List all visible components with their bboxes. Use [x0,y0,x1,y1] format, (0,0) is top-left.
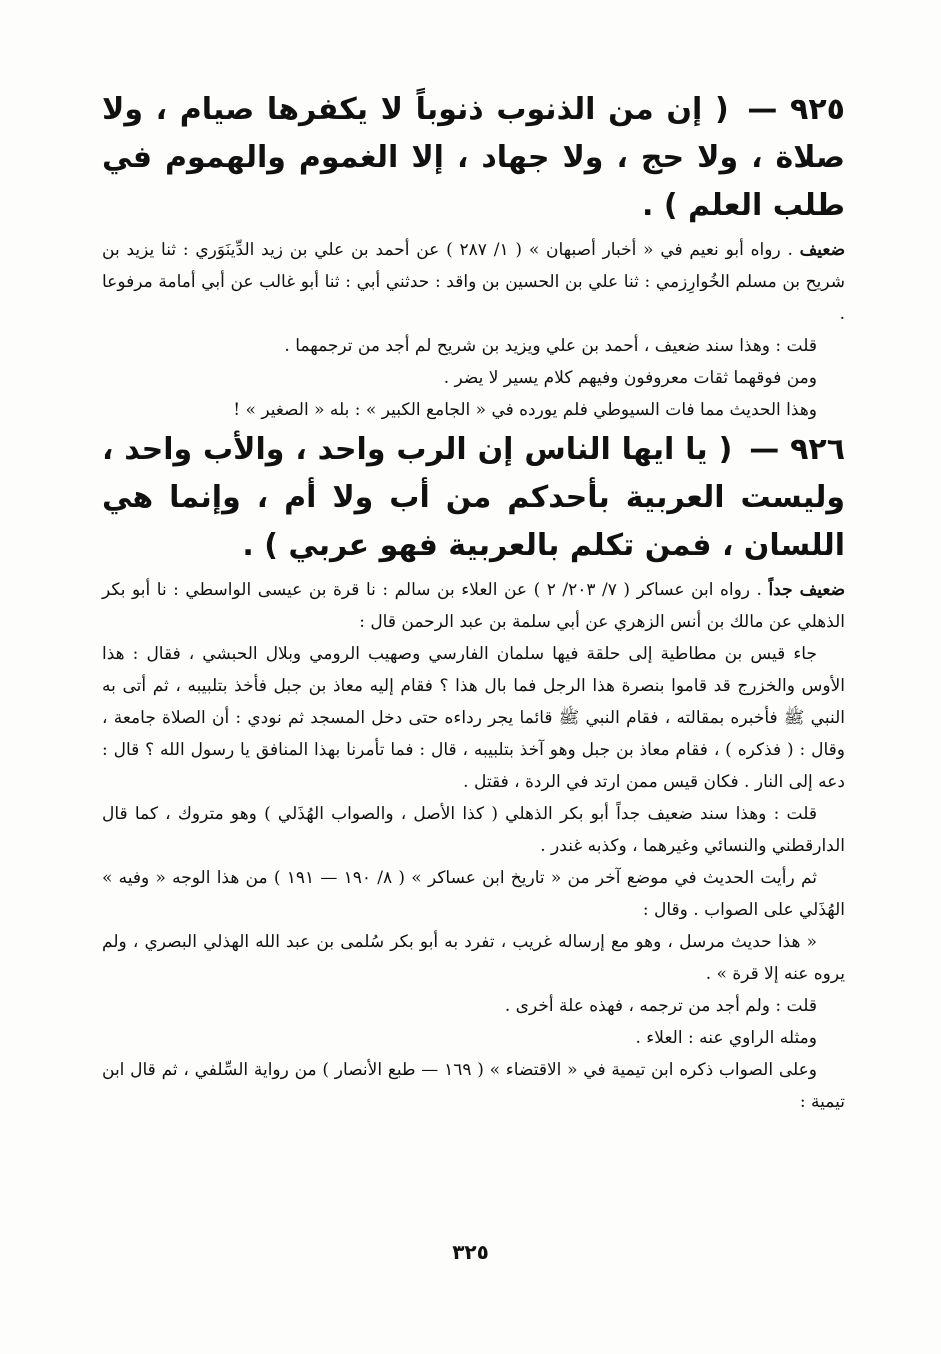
grade-label: ضعيف [799,240,846,260]
comment-paragraph: قلت : وهذا سند ضعيف ، أحمد بن علي ويزيد بن شريح لم أجد من ترجمهما . [284,336,817,356]
comment-paragraph: وهذا الحديث مما فات السيوطي فلم يورده في « الجامع الكبير » : بله « الصغير » ! [233,400,817,420]
page-number: ٣٢٥ [452,1240,489,1264]
quote-paragraph: « هذا حديث مرسل ، وهو مع إرساله غريب ، تفرد به أبو بكر سُلمى بن عبد الله الهذلي البصري ، ولم يروه عنه إلا قرة » . [102,932,845,984]
takhrij-925 [102,234,845,330]
comment-paragraph: وعلى الصواب ذكره ابن تيمية في « الاقتضاء » ( ١٦٩ — طبع الأنصار ) من رواية السِّلفي ، ثم قال ابن تيمية : [102,1060,845,1112]
comment-paragraph: ومن فوقهما ثقات معروفون وفيهم كلام يسير لا يضر . [443,368,817,388]
hadith-number: ٩٢٦ — [749,432,846,467]
source-text: . رواه ابن عساكر ( ٧/ ٢٠٣/ ٢ ) عن العلاء بن سالم : نا قرة بن عيسى الواسطي : نا أبو بكر الذهلي عن مالك بن أنس الزهري عن أبي سلمة بن عبد الرحمن قال : [102,580,845,632]
hadith-text: ( يا ايها الناس إن الرب واحد ، والأب واحد ، وليست العربية بأحدكم من أب ولا أم ، وإنما هي اللسان ، فمن تكلم بالعربية فهو عربي ) . [102,432,845,563]
comment-paragraph: ومثله الراوي عنه : العلاء . [635,1028,817,1048]
source-text: . رواه أبو نعيم في « أخبار أصبهان » ( ١/ ٢٨٧ ) عن أحمد بن علي بن زيد الدِّينَوَري : ثنا يزيد بن شريح بن مسلم الخُوارِزمي : ثنا علي بن الحسين بن واقد : حدثني أبي : ثنا أبو غالب عن أبي أمامة مرفوعا . [102,240,845,324]
story-paragraph: جاء قيس بن مطاطية إلى حلقة فيها سلمان الفارسي وصهيب الرومي وبلال الحبشي ، فقال : هذا الأوس والخزرج قد قاموا بنصرة هذا الرجل فما بال هذا ؟ فقام إليه معاذ بن جبل فأخذ بتلبيبه ، ثم أتى به النبي ﷺ فأخبره بمقالته ، فقام النبي ﷺ قائما يجر رداءه حتى دخل المسجد ثم نودي : أن الصلاة جامعة ، وقال : ( فذكره ) ، فقام معاذ بن جبل وهو آخذ بتلبيبه ، قال : فما تأمرنا بهذا المنافق يا رسول الله ؟ قال : دعه إلى النار . فكان قيس ممن ارتد في الردة ، فقتل . [102,644,845,792]
hadith-number: ٩٢٥ — [747,92,845,127]
hadith-926 [102,426,845,570]
comment-paragraph: ثم رأيت الحديث في موضع آخر من « تاريخ ابن عساكر » ( ٨/ ١٩٠ — ١٩١ ) من هذا الوجه « وفيه » الهُذَلي على الصواب . وقال : [102,868,845,920]
comment-paragraph: قلت : ولم أجد من ترجمه ، فهذه علة أخرى . [504,996,817,1016]
hadith-925 [102,86,845,230]
grade-label: ضعيف جداً [768,580,845,600]
takhrij-926 [102,574,845,638]
comment-paragraph: قلت : وهذا سند ضعيف جداً أبو بكر الذهلي ( كذا الأصل ، والصواب الهُذَلي ) وهو متروك ، كما قال الدارقطني والنسائي وغيرهما ، وكذبه غندر . [102,804,845,856]
hadith-text: ( إن من الذنوب ذنوباً لا يكفرها صيام ، ولا صلاة ، ولا حج ، ولا جهاد ، إلا الغموم والهموم في طلب العلم ) . [102,92,845,223]
